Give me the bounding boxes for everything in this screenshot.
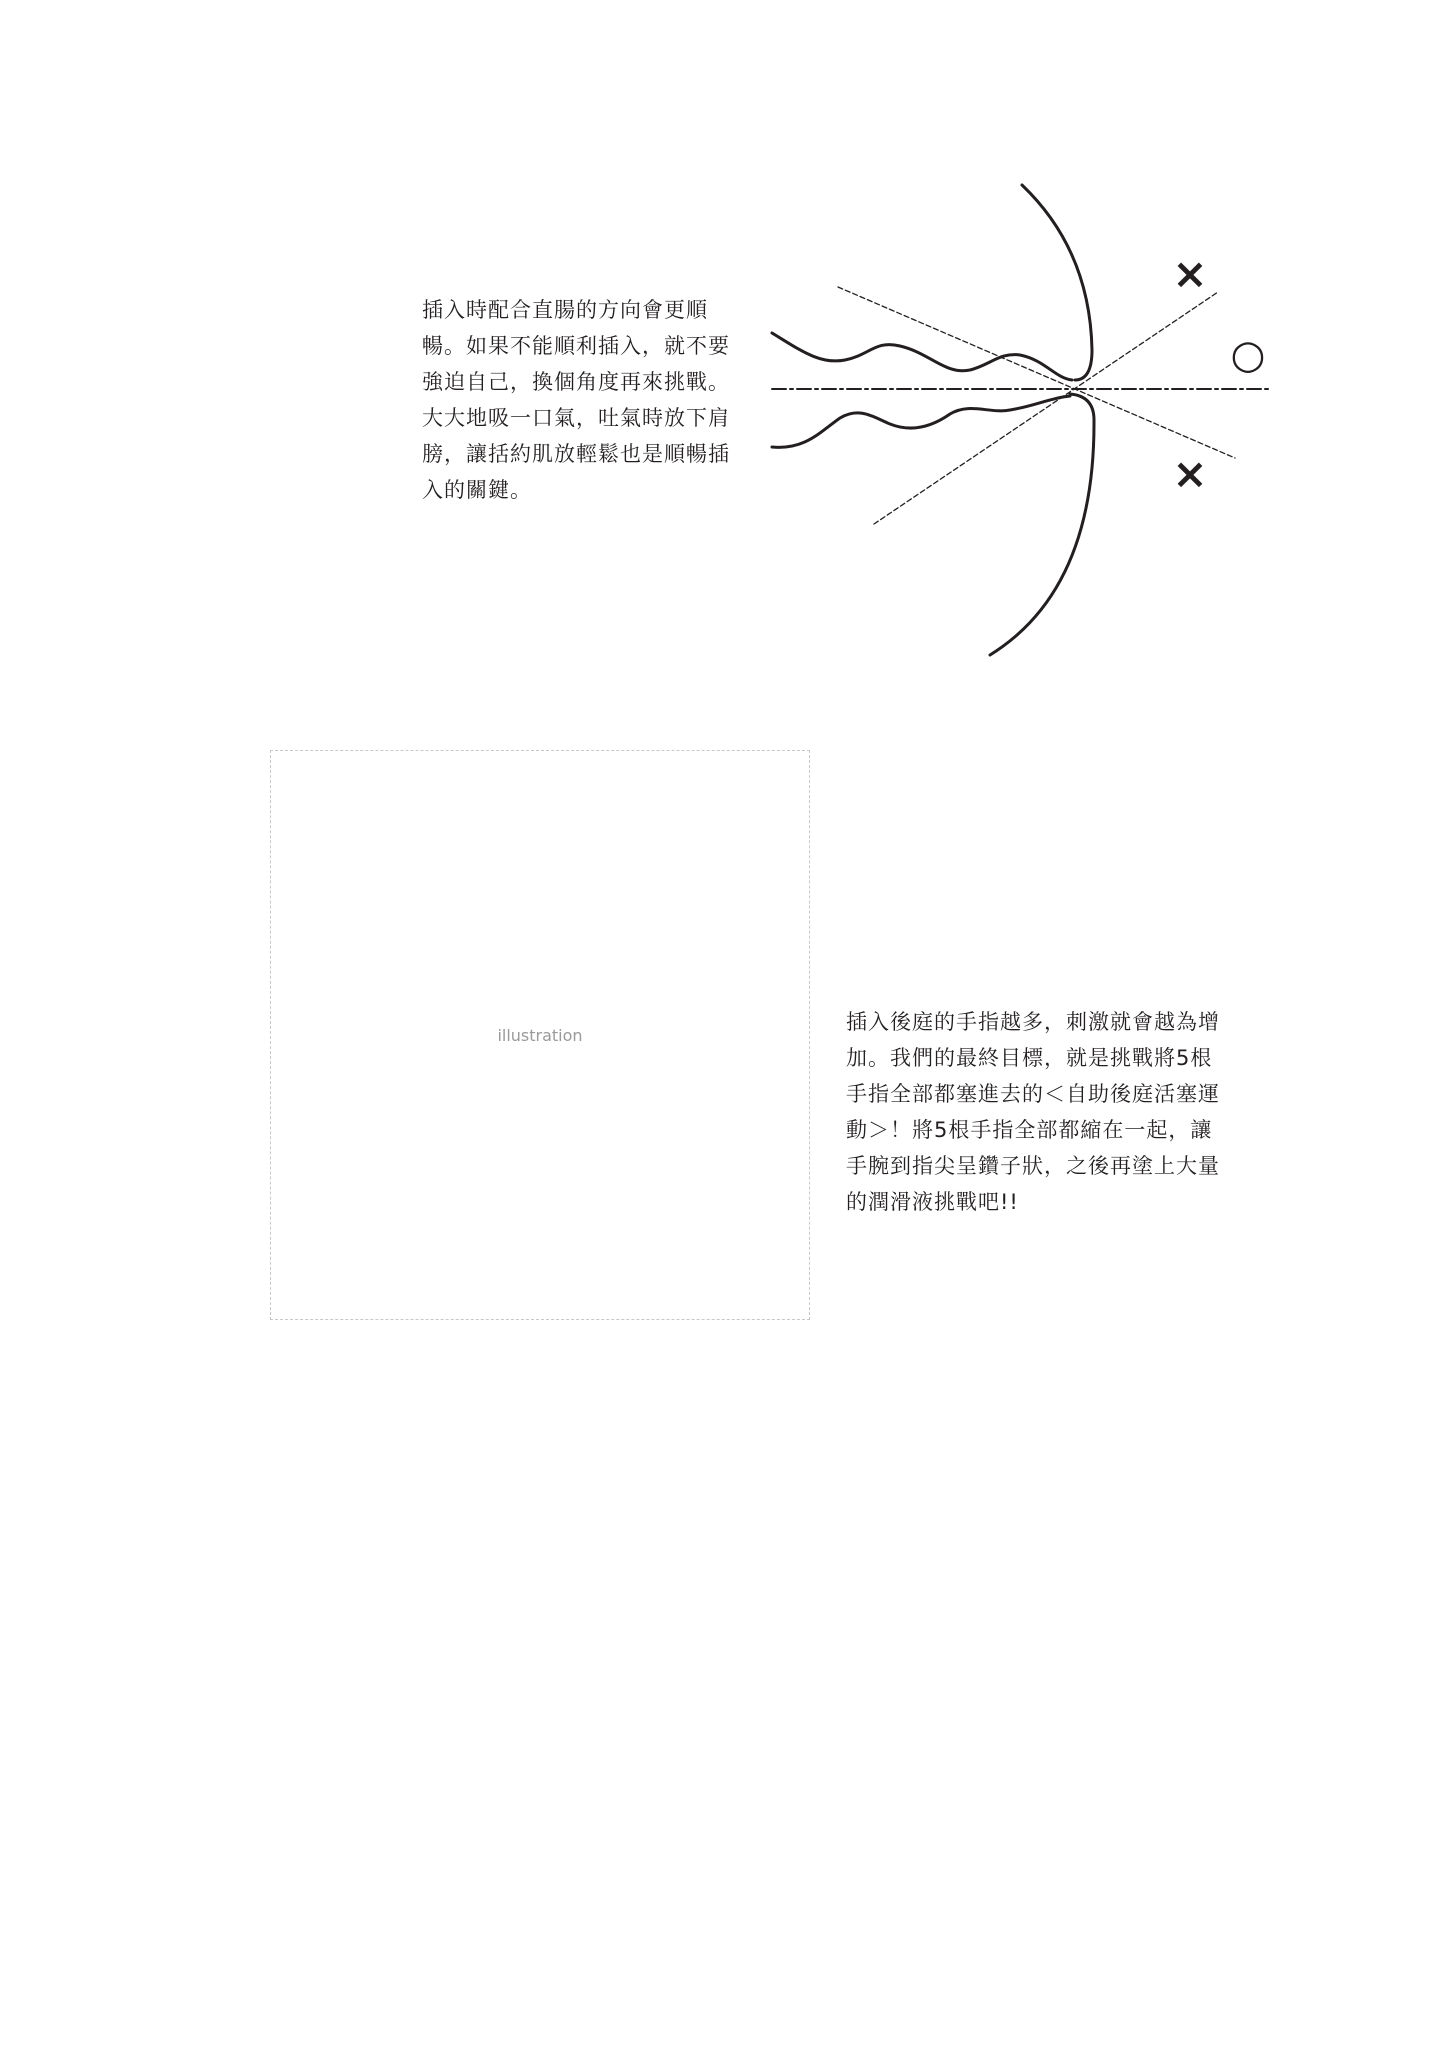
diagonal-guide-line xyxy=(838,287,1235,458)
figure-caption: illustration xyxy=(497,1025,583,1045)
wave-line xyxy=(772,333,1072,380)
text-line: 加。我們的最終目標，就是挑戰將5根 xyxy=(846,1046,1213,1070)
text-line: 大大地吸一口氣，吐氣時放下肩 xyxy=(422,406,730,430)
text-line: 強迫自己，換個角度再來挑戰。 xyxy=(422,370,730,394)
curve-line xyxy=(1022,185,1092,380)
text-line: 手腕到指尖呈鑽子狀，之後再塗上大量 xyxy=(846,1154,1220,1178)
correct-mark-icon: ○ xyxy=(1230,332,1266,378)
illustration-placeholder xyxy=(270,750,810,1320)
text-line: 插入時配合直腸的方向會更順 xyxy=(422,298,708,322)
instruction-paragraph-1 xyxy=(422,292,730,508)
text-line: 暢。如果不能順利插入，就不要 xyxy=(422,334,730,358)
wave-line xyxy=(772,396,1070,447)
text-line: 入的關鍵。 xyxy=(422,478,532,502)
wrong-mark-icon: × xyxy=(1172,449,1208,498)
text-line: 插入後庭的手指越多，刺激就會越為增 xyxy=(846,1010,1220,1034)
diagonal-guide-line xyxy=(874,292,1218,524)
instruction-paragraph-2 xyxy=(846,1004,1220,1220)
text-line: 手指全部都塞進去的＜自助後庭活塞運 xyxy=(846,1082,1220,1106)
wrong-mark-icon: × xyxy=(1172,249,1208,298)
text-line: 動＞！將5根手指全部都縮在一起，讓 xyxy=(846,1118,1213,1142)
text-line: 膀，讓括約肌放輕鬆也是順暢插 xyxy=(422,442,730,466)
text-line: 的潤滑液挑戰吧!! xyxy=(846,1190,1019,1214)
curve-line xyxy=(990,394,1094,655)
angle-diagram xyxy=(760,170,1280,670)
